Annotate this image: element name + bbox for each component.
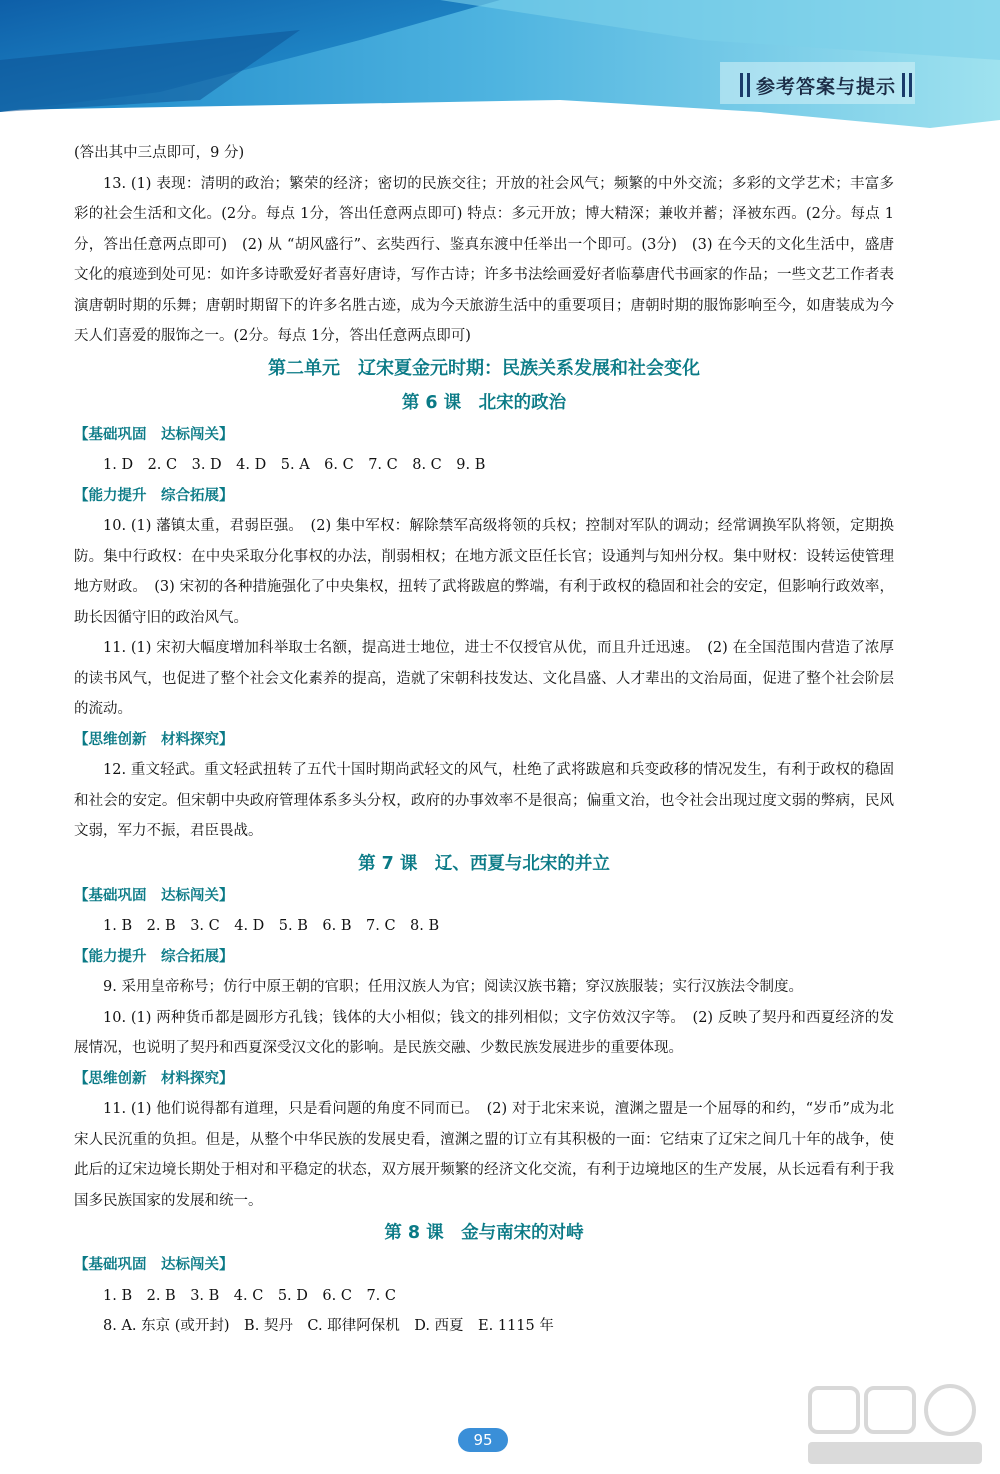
lesson-7-answers: 1. B 2. B 3. C 4. D 5. B 6. B 7. C 8. B <box>103 918 440 934</box>
lesson-8-tag-basic: 【基础巩固 达标闯关】 <box>74 1257 234 1273</box>
right-bars-icon <box>902 73 912 97</box>
section-label-text: 参考答案与提示 <box>755 75 896 98</box>
lesson-7-q9: 9. 采用皇帝称号；仿行中原王朝的官职；任用汉族人为官；阅读汉族书籍；穿汉族服装；实行汉族法令制度。 <box>103 979 803 995</box>
lesson-6-answers: 1. D 2. C 3. D 4. D 5. A 6. C 7. C 8. C 9. B <box>103 457 486 473</box>
paragraph-12-tail: (答出其中三点即可，9 分) <box>74 145 245 161</box>
lesson-8-title: 第 8 课 金与南宋的对峙 <box>384 1223 584 1243</box>
lesson-8-answers: 1. B 2. B 3. B 4. C 5. D 6. C 7. C <box>103 1287 396 1304</box>
lesson-7-q11: 11. (1) 他们说得都有道理，只是看问题的角度不同而已。 (2) 对于北宋来说，澶渊之盟是一个屈辱的和约，“岁币”成为北宋人民沉重的负担。但是，从整个中华民族的发展史看，澶渊之盟的订立有其积极的一面：它结束了辽宋之间几十年的战争，使此后的辽宋边境长期处于相对和平稳定的状态，双方展开频繁的经济文化交流，有利于边境地区的生产发展，从长远看有利于我国多民族国家的发展和统一。 <box>74 1101 894 1209</box>
lesson-6-q10: 10. (1) 藩镇太重，君弱臣强。 (2) 集中军权：解除禁军高级将领的兵权；控制对军队的调动；经常调换军队将领，定期换防。集中行政权：在中央采取分化事权的办法，削弱相权；在地方派文臣任长官；设通判与知州分权。集中财权：设转运使管理地方财政。 (3) 宋初的各种措施强化了中央集权，扭转了武将跋扈的弊端，有利于政权的稳固和社会的安定，但影响行政效率，助长因循守旧的政治风气。 <box>74 518 894 626</box>
watermark-logo-icon <box>800 1380 990 1470</box>
lesson-8-q8: 8. A. 东京 (或开封) B. 契丹 C. 耶律阿保机 D. 西夏 E. 1115 年 <box>103 1318 554 1334</box>
page-number: 95 <box>458 1428 508 1452</box>
header-graphic <box>0 0 1000 135</box>
lesson-6-tag-ability: 【能力提升 综合拓展】 <box>74 487 234 504</box>
header-banner <box>0 0 1000 135</box>
lesson-6-tag-thinking: 【思维创新 材料探究】 <box>74 731 234 748</box>
paragraph-13: 13. (1) 表现：清明的政治；繁荣的经济；密切的民族交往；开放的社会风气；频繁的中外交流；多彩的文学艺术；丰富多彩的社会生活和文化。(2分。每点 1分，答出任意两点即可) 特点：多元开放；博大精深；兼收并蓄；泽被东西。(2分。每点 1分，答出任意两点即可) (2) 从 “胡风盛行”、玄奘西行、鉴真东渡中任举出一个即可。(3分) (3) 在今天的文化生活中，盛唐文化的痕迹到处可见：如许多诗歌爱好者喜好唐诗，写作古诗；许多书法绘画爱好者临摹唐代书画家的作品；一些文艺工作者表演唐朝时期的乐舞；唐朝时期留下的许多名胜古迹，成为今天旅游生活中的重要项目；唐朝时期的服饰影响至今，如唐装成为今天人们喜爱的服饰之一。(2分。每点 1分，答出任意两点即可) <box>74 175 894 344</box>
lesson-6-q11: 11. (1) 宋初大幅度增加科举取士名额，提高进士地位，进士不仅授官从优，而且升迁迅速。 (2) 在全国范围内营造了浓厚的读书风气，也促进了整个社会文化素养的提高，造就了宋朝科技发达、文化昌盛、人才辈出的文治局面，促进了整个社会阶层的流动。 <box>74 640 894 717</box>
left-bars-icon <box>740 73 750 97</box>
lesson-6-q12: 12. 重文轻武。重文轻武扭转了五代十国时期尚武轻文的风气，杜绝了武将跋扈和兵变政移的情况发生，有利于政权的稳固和社会的安定。但宋朝中央政府管理体系多头分权，政府的办事效率不是很高；偏重文治，也令社会出现过度文弱的弊病，民风文弱，军力不振，君臣畏战。 <box>74 762 894 839</box>
unit-title: 第二单元 辽宋夏金元时期：民族关系发展和社会变化 <box>268 357 700 379</box>
lesson-7-q10: 10. (1) 两种货币都是圆形方孔钱；钱体的大小相似；钱文的排列相似；文字仿效汉字等。 (2) 反映了契丹和西夏经济的发展情况，也说明了契丹和西夏深受汉文化的影响。是民族交融、少数民族发展进步的重要体现。 <box>74 1009 894 1056</box>
lesson-6-tag-basic: 【基础巩固 达标闯关】 <box>74 426 234 443</box>
lesson-7-tag-ability: 【能力提升 综合拓展】 <box>74 948 234 965</box>
lesson-7-tag-basic: 【基础巩固 达标闯关】 <box>74 887 234 904</box>
lesson-7-title: 第 7 课 辽、西夏与北宋的并立 <box>358 853 610 874</box>
lesson-7-tag-thinking: 【思维创新 材料探究】 <box>74 1070 234 1087</box>
section-label <box>740 70 912 100</box>
answer-content <box>74 138 894 1342</box>
lesson-6-title: 第 6 课 北宋的政治 <box>401 392 567 413</box>
